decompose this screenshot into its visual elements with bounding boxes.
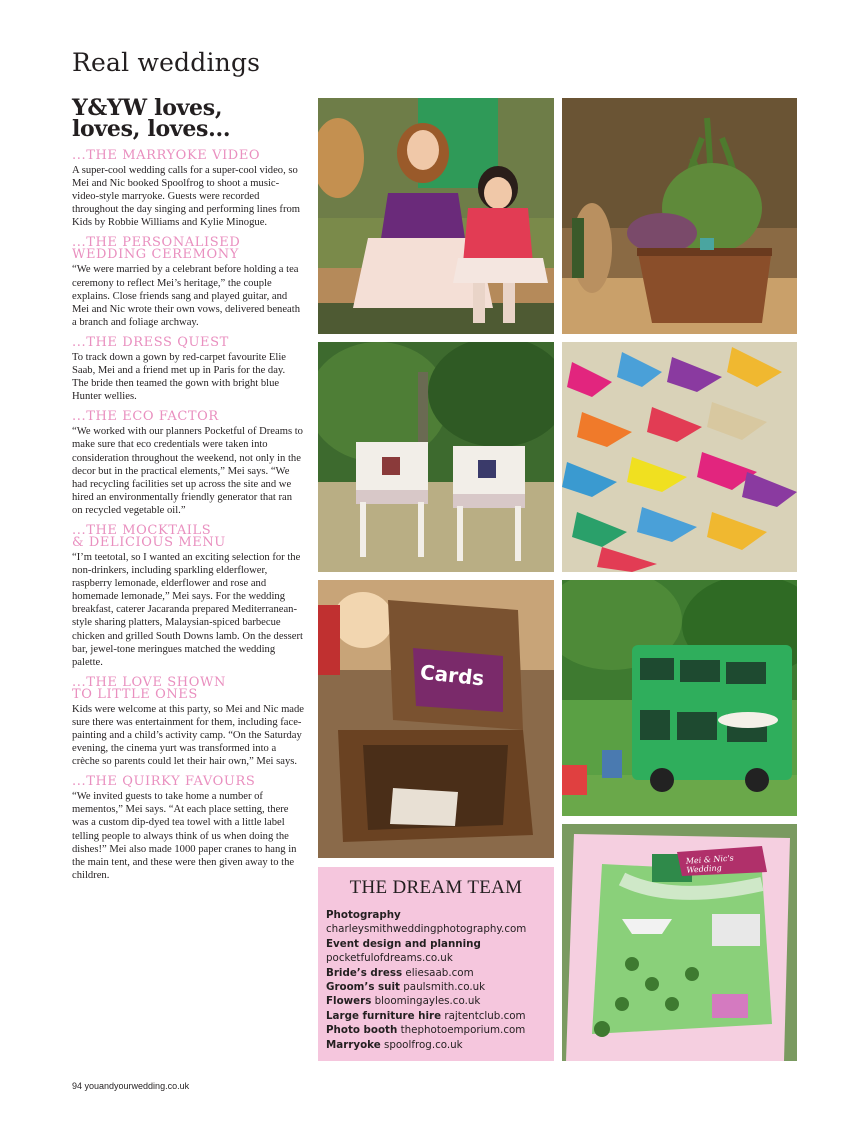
credit-value: rajtentclub.com: [444, 1009, 526, 1022]
chairs-photo: [318, 342, 554, 572]
card-box-label: Cards: [418, 659, 486, 691]
article-headline: [72, 95, 304, 142]
credit-role: Bride’s dress: [326, 966, 403, 979]
section-body: “We were married by a celebrant before holding a tea ceremony to reflect Mei’s heritage,” the couple explains. Close friends sang and played guitar, and Mei and Nic wrote their own vows, delivered beneath a branch and foliage archway.: [72, 264, 300, 328]
green-bus-photo: [562, 580, 797, 816]
section-body: A super-cool wedding calls for a super-cool video, so Mei and Nic booked Spoolfrog to shoot a music-video-style marryoke. Guests were recorded throughout the day singing and performing lines from Kids by Robbie Williams and Kylie Minogue.: [72, 165, 301, 229]
section-heading-line: ...THE DRESS QUEST: [72, 334, 229, 350]
credit-row: [326, 951, 546, 965]
credit-row: [326, 994, 546, 1008]
section-heading-line: ...THE QUIRKY FAVOURS: [72, 774, 256, 790]
credit-role: Event design and planning: [326, 937, 481, 950]
section-heading: [72, 674, 304, 702]
credit-value: charleysmithweddingphotography.com: [326, 923, 527, 936]
headline-line-1: Y&YW loves,: [72, 95, 223, 121]
section-heading: [72, 411, 304, 423]
article-column: [72, 95, 305, 890]
wedding-map-photo: [562, 824, 797, 1061]
dream-team-title: THE DREAM TEAM: [349, 877, 523, 898]
paper-cranes-photo: [562, 342, 797, 572]
section-heading-line: WEDDING CEREMONY: [72, 247, 239, 263]
credit-row: [326, 1038, 546, 1052]
credit-row: [326, 922, 546, 936]
section-heading-line: TO LITTLE ONES: [72, 686, 198, 702]
credit-role: Photography: [326, 909, 401, 921]
section-body: “I’m teetotal, so I wanted an exciting selection for the non-drinkers, including sparkling elderflower, raspberry lemonade, elderflower and rose and homemade lemonade,” Mei says. For the wedding breakfast, caterer Jacaranda prepared Mediterranean-style sharing platters, Malaysian-spiced barbecue chicken and grilled South Downs lamb. On the dessert bar, jewel-tone meringues matched the wedding palette.: [72, 551, 303, 668]
credit-role: Marryoke: [326, 1038, 381, 1051]
map-title: Mei & Nic's Wedding: [685, 853, 735, 875]
dream-team-credits: [326, 908, 546, 1052]
section-heading-line: ...THE LOVE SHOWN: [72, 674, 226, 690]
section-body: “We worked with our planners Pocketful of Dreams to make sure that eco credentials were taken into consideration throughout the weekend, not only in the decor but in the practical elements,” Mei says. “We had recycling facilities set up across the site and we hired an environmentally friendly generator that ran on recycled vegetable oil.”: [72, 426, 303, 516]
section-body: “We invited guests to take home a number of mementos,” Mei says. “At each place setting, there was a custom dip-dyed tea towel with a little label telling people to always think of us when doing the dishes!” Mei also made 1000 paper cranes to hang in the main tent, and these were then given away to the children.: [72, 791, 297, 881]
section-heading-line: ...THE MOCKTAILS: [72, 522, 212, 538]
credit-value: bloomingayles.co.uk: [374, 995, 481, 1008]
section-heading-line: ...THE PERSONALISED: [72, 235, 241, 251]
card-box-photo: [318, 580, 554, 858]
section-heading: [72, 237, 304, 261]
section-heading-line: & DELICIOUS MENU: [72, 534, 226, 550]
credit-row: [326, 1009, 546, 1023]
credit-row: [326, 908, 546, 922]
section-body: To track down a gown by red-carpet favourite Elie Saab, Mei and a friend met up in Paris for the day. The bride then teamed the gown with bright blue Hunter wellies.: [72, 351, 286, 403]
credit-role: Large furniture hire: [326, 1009, 442, 1022]
credit-row: [326, 1023, 546, 1037]
credit-row: [326, 937, 546, 951]
credit-value: eliesaab.com: [405, 966, 474, 979]
article-sections: [72, 150, 304, 882]
herb-planter-photo: [562, 98, 797, 334]
section-heading: [72, 522, 304, 550]
section-title: Real weddings: [72, 48, 261, 77]
children-photo: [318, 98, 554, 334]
section-body: Kids were welcome at this party, so Mei and Nic made sure there was entertainment for them, including face-painting and a child’s activity camp. “On the Saturday evening, the cinema yurt was transformed into a crèche so parents could let their hair own,” Mei says.: [72, 703, 305, 768]
section-heading: [72, 150, 304, 162]
headline-line-2: loves, loves...: [72, 116, 231, 142]
credit-role: Flowers: [326, 995, 372, 1008]
dream-team-panel: [318, 867, 554, 1061]
section-heading-line: ...THE ECO FACTOR: [72, 409, 219, 425]
credit-value: paulsmith.co.uk: [403, 981, 486, 994]
credit-value: spoolfrog.co.uk: [383, 1038, 463, 1051]
page-folio: 94 youandyourwedding.co.uk: [72, 1081, 190, 1091]
section-heading: [72, 334, 304, 350]
section-heading-line: ...THE MARRYOKE VIDEO: [72, 148, 261, 163]
credit-value: thephotoemporium.com: [400, 1024, 526, 1037]
credit-role: Groom’s suit: [326, 981, 400, 994]
section-heading: [72, 776, 304, 788]
credit-row: [326, 966, 546, 980]
credit-value: pocketfulofdreams.co.uk: [326, 952, 453, 965]
credit-role: Photo booth: [326, 1024, 398, 1037]
credit-row: [326, 980, 546, 994]
